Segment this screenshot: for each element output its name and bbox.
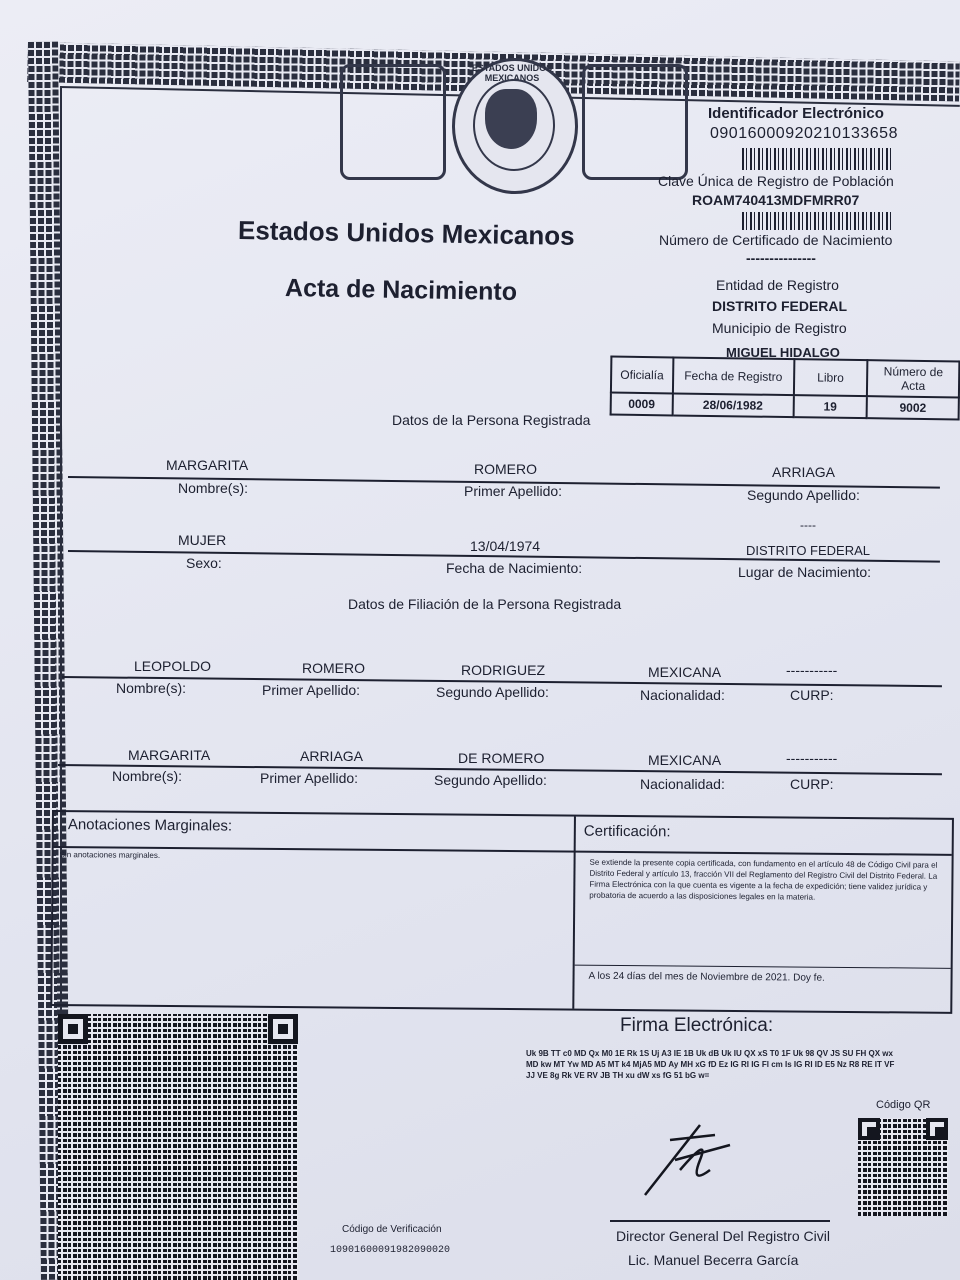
father-first-surname-label: Primer Apellido: (262, 682, 361, 698)
qr-code-label: Código QR (876, 1099, 931, 1111)
father-nationality-label: Nacionalidad: (640, 687, 725, 703)
entity-value: DISTRITO FEDERAL (712, 298, 848, 314)
registry-table (610, 356, 960, 421)
registry-value-cell: 28/06/1982 (672, 393, 793, 417)
curp-barcode (742, 212, 892, 230)
person-birth-date-label: Fecha de Nacimiento: (446, 560, 583, 576)
national-seal-icon (452, 58, 578, 194)
mother-first-surname-value: ARRIAGA (300, 748, 364, 764)
electronic-id-value: 09016000920210133658 (710, 125, 898, 142)
qr-finder-pattern (858, 1118, 880, 1140)
mother-first-surname-label: Primer Apellido: (260, 770, 359, 786)
person-curp-dash: ---- (800, 518, 816, 532)
qr-finder-pattern (926, 1118, 948, 1140)
verification-code-value: 10901600091982090020 (330, 1245, 451, 1256)
seal-ornament-left (340, 64, 446, 180)
person-sex-value: MUJER (178, 532, 227, 548)
father-first-surname-value: ROMERO (302, 660, 365, 676)
handwritten-signature (640, 1115, 740, 1205)
person-first-surname-label: Primer Apellido: (464, 483, 563, 499)
annotations-title: Anotaciones Marginales: (67, 816, 233, 835)
registry-header-cell: Número de Acta (867, 360, 959, 397)
curp-label: Clave Única de Registro de Población (658, 173, 894, 189)
firma-electronica-code: Uk 9B TT c0 MD Qx M0 1E Rk 1S Uj A3 IE 1B Uk dB Uk IU QX xS T0 1F Uk 98 QV JS SU FH QX wx MD kw MT Yw MD A5 MT k4 MjA5 MD Ay MH xG fD Ez IG RI IG Fl cm Is IG RI ID E5 Nz R8 RE IT VF JJ VE 8g Rk VE RV JB TH xu dW xs fG 51 bG w= (526, 1049, 895, 1080)
person-name-value: MARGARITA (166, 457, 249, 473)
box-header-divider (54, 846, 952, 856)
registry-header-cell: Fecha de Registro (673, 357, 794, 395)
seal-ornament-right (582, 64, 688, 180)
mother-nationality-value: MEXICANA (648, 752, 722, 768)
person-birth-date-value: 13/04/1974 (470, 538, 541, 554)
registry-value-cell: 0009 (611, 393, 673, 416)
electronic-id-label: Identificador Electrónico (708, 105, 884, 122)
curp-value: ROAM740413MDFMRR07 (692, 192, 860, 208)
box-column-divider (572, 817, 576, 1009)
registry-table-header (611, 357, 959, 398)
seal-text: ESTADOS UNIDOS MEXICANOS (471, 63, 553, 83)
annotations-certification-box (50, 810, 954, 1014)
signer-title: Director General Del Registro Civil (616, 1228, 830, 1244)
registry-table-values (611, 393, 959, 420)
eagle-emblem-icon (485, 89, 537, 149)
mother-name-value: MARGARITA (128, 747, 211, 763)
person-name-label: Nombre(s): (178, 480, 249, 496)
mother-curp-label: CURP: (790, 776, 834, 792)
firma-electronica-title: Firma Electrónica: (620, 1015, 774, 1036)
certificate-number-value: --------------- (746, 250, 816, 266)
qr-finder-pattern (58, 1014, 88, 1044)
mother-second-surname-label: Segundo Apellido: (434, 772, 547, 788)
person-sex-label: Sexo: (186, 555, 222, 571)
person-second-surname-label: Segundo Apellido: (747, 487, 860, 503)
verification-code-label: Código de Verificación (342, 1224, 442, 1235)
mother-name-label: Nombre(s): (112, 768, 183, 784)
signer-name: Lic. Manuel Becerra García (628, 1252, 799, 1268)
person-section-title: Datos de la Persona Registrada (392, 412, 591, 428)
annotations-text: Sin anotaciones marginales. (59, 850, 161, 860)
electronic-id-barcode (742, 148, 892, 170)
father-name-label: Nombre(s): (116, 680, 187, 696)
small-qr-code (858, 1118, 948, 1216)
father-curp-label: CURP: (790, 687, 834, 703)
registry-header-cell: Libro (793, 359, 867, 396)
mother-nationality-label: Nacionalidad: (640, 776, 725, 792)
father-name-value: LEOPOLDO (134, 658, 212, 674)
registry-header-cell: Oficialía (611, 357, 673, 394)
signature-line (610, 1220, 830, 1222)
large-qr-code (58, 1014, 298, 1280)
father-curp-value: ----------- (786, 662, 838, 678)
municipality-value: MIGUEL HIDALGO (726, 345, 840, 360)
person-birth-place-value: DISTRITO FEDERAL (746, 543, 871, 558)
registry-value-cell: 19 (793, 395, 867, 418)
certificate-number-label: Número de Certificado de Nacimiento (659, 232, 893, 248)
qr-finder-pattern (268, 1014, 298, 1044)
entity-label: Entidad de Registro (716, 277, 839, 293)
filiation-section-title: Datos de Filiación de la Persona Registrada (348, 596, 622, 612)
mother-curp-value: ----------- (786, 750, 838, 766)
certification-date-line: A los 24 días del mes de Noviembre de 2021. Doy fe. (588, 970, 825, 984)
father-nationality-value: MEXICANA (648, 664, 722, 680)
municipality-label: Municipio de Registro (712, 320, 847, 336)
certification-text: Se extiende la presente copia certificada, con fundamento en el artículo 48 de Código Civil para el Distrito Federal y artículo 13, fracción VII del Reglamento del Registro Civil del Distrito Federal. La Firma Electrónica con la que cuenta es vigente a la fecha de expedición; tiene validez jurídica y probatoria de acuerdo a las disposiciones legales en la materia. (589, 857, 938, 902)
certification-date-divider (575, 965, 951, 969)
father-second-surname-value: RODRIGUEZ (461, 662, 545, 678)
person-birth-place-label: Lugar de Nacimiento: (738, 564, 872, 580)
person-first-surname-value: ROMERO (474, 461, 537, 477)
document-title: Acta de Nacimiento (284, 273, 518, 307)
certification-title: Certificación: (583, 822, 671, 841)
mother-second-surname-value: DE ROMERO (458, 750, 545, 766)
father-second-surname-label: Segundo Apellido: (436, 684, 549, 700)
country-title: Estados Unidos Mexicanos (237, 215, 575, 251)
person-second-surname-value: ARRIAGA (772, 464, 836, 480)
registry-value-cell: 9002 (867, 396, 959, 419)
